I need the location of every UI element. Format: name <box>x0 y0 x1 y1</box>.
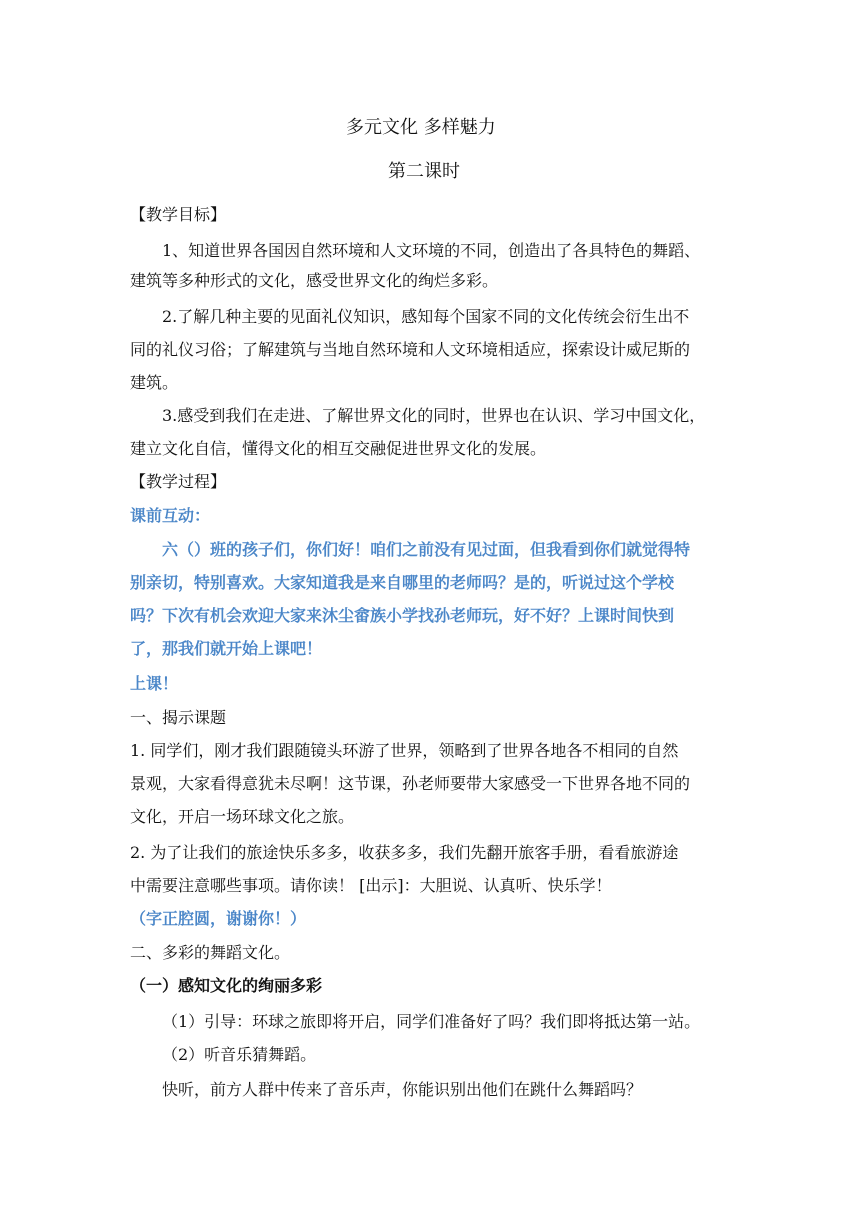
paragraph-2-line-1: 2. 为了让我们的旅途快乐多多，收获多多，我们先翻开旅客手册，看看旅游途 <box>130 843 679 862</box>
pre-class-line-2: 别亲切，特别喜欢。大家知道我是来自哪里的老师吗？是的，听说过这个学校 <box>130 573 675 592</box>
goal-2-line-3: 建筑。 <box>130 373 179 392</box>
goal-2-line-2: 同的礼仪习俗；了解建筑与当地自然环境和人文环境相适应，探索设计威尼斯的 <box>130 340 691 359</box>
item-1: （1）引导：环球之旅即将开启，同学们准备好了吗？我们即将抵达第一站。 <box>162 1012 701 1031</box>
closing-line: 快听，前方人群中传来了音乐声，你能识别出他们在跳什么舞蹈吗？ <box>162 1080 643 1099</box>
paragraph-2-note: （字正腔圆，谢谢你！） <box>130 909 307 928</box>
pre-class-heading: 课前互动： <box>130 506 211 525</box>
paragraph-1-line-3: 文化，开启一场环球文化之旅。 <box>130 807 355 826</box>
document-title: 多元文化 多样魅力 <box>346 117 496 138</box>
pre-class-line-3: 吗？下次有机会欢迎大家来沐尘畲族小学找孙老师玩，好不好？上课时间快到 <box>130 606 675 625</box>
goal-3-line-2: 建立文化自信，懂得文化的相互交融促进世界文化的发展。 <box>130 439 547 458</box>
class-start: 上课！ <box>130 674 179 693</box>
paragraph-1-line-2: 景观，大家看得意犹未尽啊！这节课，孙老师要带大家感受一下世界各地不同的 <box>130 774 691 793</box>
section-heading-process: 【教学过程】 <box>130 472 227 491</box>
item-2: （2）听音乐猜舞蹈。 <box>162 1045 317 1064</box>
pre-class-line-4: 了，那我们就开始上课吧！ <box>130 639 323 658</box>
goal-1-line-2: 建筑等多种形式的文化，感受世界文化的绚烂多彩。 <box>130 271 499 290</box>
goal-2-line-1: 2.了解几种主要的见面礼仪知识，感知每个国家不同的文化传统会衍生出不 <box>162 307 690 326</box>
paragraph-1-line-1: 1. 同学们，刚才我们跟随镜头环游了世界，领略到了世界各地各不相同的自然 <box>130 741 679 760</box>
part-2-heading: 二、多彩的舞蹈文化。 <box>130 943 291 962</box>
section-heading-goals: 【教学目标】 <box>130 205 227 224</box>
subsection-1-heading: （一）感知文化的绚丽多彩 <box>130 976 323 995</box>
goal-3-line-1: 3.感受到我们在走进、了解世界文化的同时，世界也在认识、学习中国文化， <box>162 406 706 425</box>
paragraph-2-line-2: 中需要注意哪些事项。请你读！ [出示]：大胆说、认真听、快乐学！ <box>130 876 612 895</box>
pre-class-line-1: 六（）班的孩子们，你们好！咱们之前没有见过面，但我看到你们就觉得特 <box>162 540 691 559</box>
part-1-heading: 一、揭示课题 <box>130 708 227 727</box>
goal-1-line-1: 1、知道世界各国因自然环境和人文环境的不同，创造出了各具特色的舞蹈、 <box>162 241 701 260</box>
document-subtitle: 第二课时 <box>388 161 460 182</box>
